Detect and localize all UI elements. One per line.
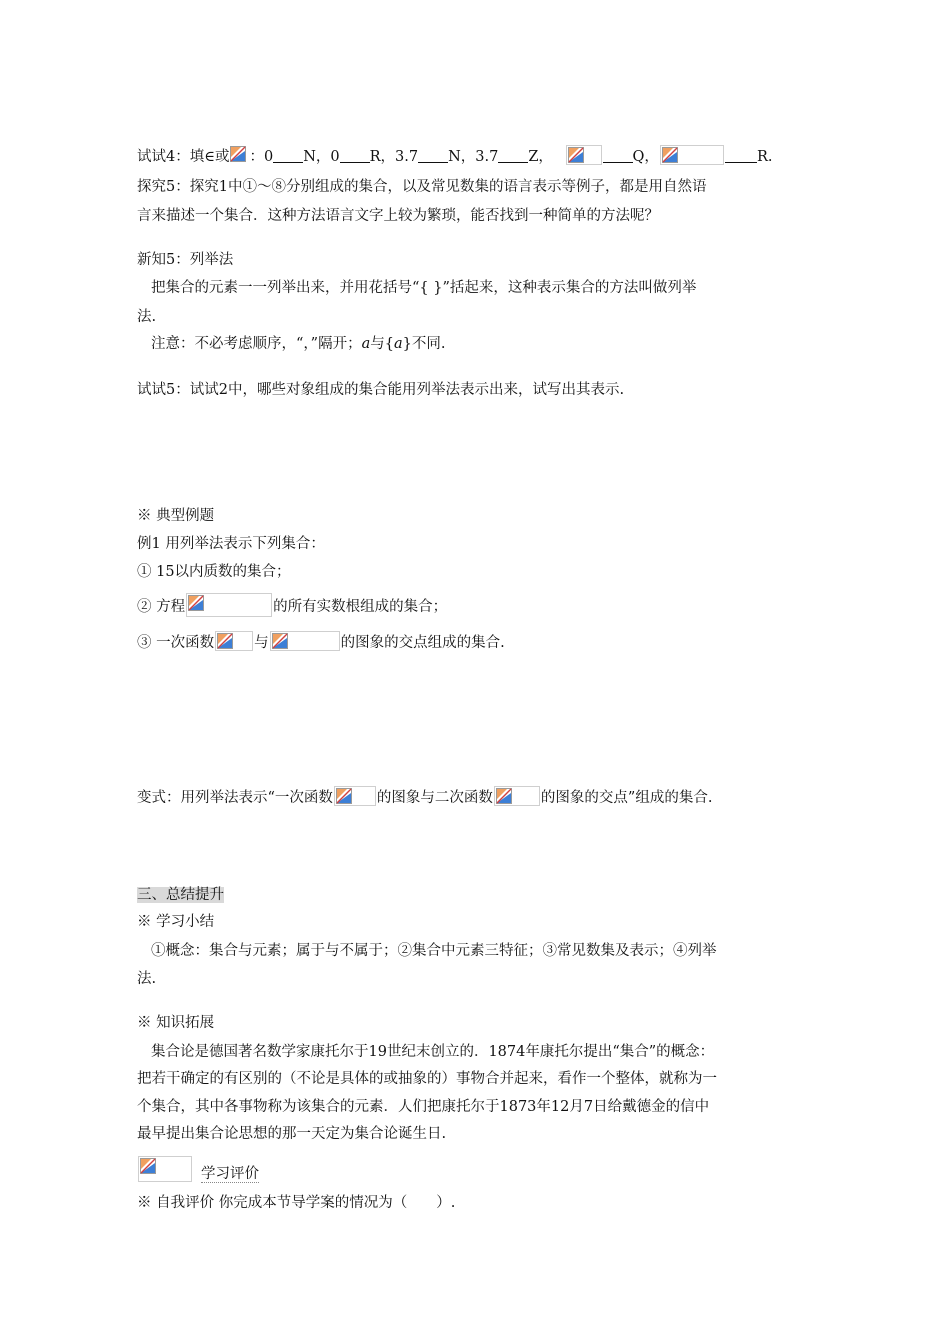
item-text: 的图象的交点组成的集合.	[340, 635, 505, 651]
item-text: 与	[254, 635, 269, 651]
try4-text: N，0	[303, 149, 340, 165]
example1-item1: ① 15以内质数的集合；	[137, 564, 291, 580]
note-text: }不同.	[402, 336, 446, 352]
note-var: a	[361, 336, 371, 352]
summary-sub: ※ 学习小结	[137, 914, 215, 930]
image-placeholder-icon	[138, 1156, 192, 1182]
newknow5-line2: 法.	[137, 309, 157, 325]
try5-line: 试试5：试试2中，哪些对象组成的集合能用列举法表示出来，试写出其表示.	[137, 382, 625, 398]
item-text: 的所有实数根组成的集合；	[273, 599, 448, 615]
summary-title-text: 三、总结提升	[137, 887, 224, 903]
answer-blank[interactable]	[418, 148, 448, 163]
newknow5-note	[151, 334, 445, 354]
image-placeholder-icon	[334, 786, 376, 806]
image-placeholder-icon	[215, 631, 253, 651]
answer-blank[interactable]	[603, 148, 633, 163]
example1-item3	[137, 631, 505, 653]
extension-heading: ※ 知识拓展	[137, 1015, 215, 1031]
answer-blank[interactable]	[273, 148, 303, 163]
note-text: 注意：不必考虑顺序，“，”隔开；	[151, 336, 362, 352]
answer-blank[interactable]	[725, 148, 757, 163]
newknow5-title: 新知5：列举法	[137, 252, 234, 268]
example1-item2	[137, 593, 447, 617]
extension-line4: 最早提出集合论思想的那一天定为集合论诞生日.	[137, 1126, 447, 1142]
note-var: a	[393, 336, 403, 352]
try4-text: N，3.7	[448, 149, 499, 165]
summary-line1: ①概念：集合与元素；属于与不属于；②集合中元素三特征；③常见数集及表示；④列举	[151, 943, 717, 959]
examples-heading: ※ 典型例题	[137, 508, 215, 524]
variant-line	[137, 786, 712, 808]
try4-line	[137, 145, 772, 167]
newknow5-line1: 把集合的元素一一列举出来，并用花括号“{ }”括起来，这种表示集合的方法叫做列举	[151, 280, 697, 296]
try4-text: R，3.7	[369, 149, 419, 165]
extension-line2: 把若干确定的有区别的（不论是具体的或抽象的）事物合并起来，看作一个整体，就称为一	[137, 1071, 717, 1087]
example1-title: 例1 用列举法表示下列集合：	[137, 536, 325, 552]
item-text: ② 方程	[137, 599, 186, 615]
variant-text: 变式：用列举法表示“一次函数	[137, 790, 333, 806]
answer-blank[interactable]	[498, 148, 528, 163]
self-evaluation-line: ※ 自我评价 你完成本节导学案的情况为（ ）.	[137, 1195, 456, 1211]
variant-text: 的图象的交点”组成的集合.	[540, 790, 713, 806]
evaluation-title: 学习评价	[201, 1166, 259, 1182]
extension-line1: 集合论是德国著名数学家康托尔于19世纪末创立的．1874年康托尔提出“集合”的概念：	[151, 1044, 715, 1060]
try4-label: 试试4：填∈或	[137, 149, 230, 165]
evaluation-title-line	[137, 1156, 259, 1184]
try4-text: ：0	[249, 149, 274, 165]
extension-line3: 个集合，其中各事物称为该集合的元素．人们把康托尔于1873年12月7日给戴德金的信中	[137, 1099, 710, 1115]
image-placeholder-icon	[566, 145, 602, 165]
summary-title	[137, 885, 224, 905]
image-placeholder-icon	[186, 593, 272, 617]
image-placeholder-icon	[270, 631, 340, 651]
try4-text: Q，	[632, 149, 659, 165]
try4-text: R.	[756, 149, 773, 165]
summary-line2: 法.	[137, 971, 157, 987]
image-placeholder-icon	[660, 145, 724, 165]
explore5-line2: 言来描述一个集合．这种方法语言文字上较为繁琐，能否找到一种简单的方法呢？	[137, 208, 659, 224]
image-placeholder-icon	[230, 145, 248, 165]
try4-text: Z，	[528, 149, 553, 165]
note-text: 与{	[370, 336, 394, 352]
item-text: ③ 一次函数	[137, 635, 215, 651]
image-placeholder-icon	[494, 786, 540, 806]
explore5-line1: 探究5：探究1中①～⑧分别组成的集合，以及常见数集的语言表示等例子，都是用自然语	[137, 179, 707, 195]
answer-blank[interactable]	[340, 148, 370, 163]
variant-text: 的图象与二次函数	[376, 790, 493, 806]
